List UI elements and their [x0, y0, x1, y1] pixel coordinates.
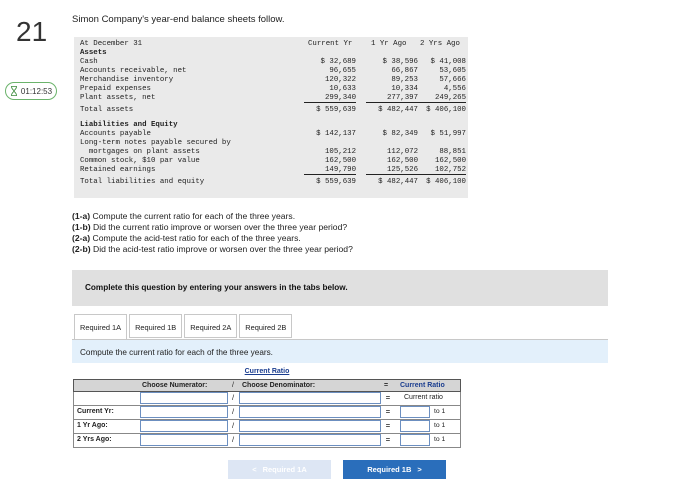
bs-cell-y1: 66,867 [391, 67, 418, 75]
bs-cell-y2: $ 406,100 [426, 178, 466, 186]
numerator-header: Choose Numerator: [142, 382, 208, 389]
blank-denominator-input[interactable] [239, 392, 381, 404]
bs-cell-cy: $ 142,137 [316, 130, 356, 138]
bs-row-label: Retained earnings [80, 166, 156, 174]
bs-cell-y2: 162,500 [434, 157, 466, 165]
bs-cell-y1: $ 82,349 [382, 130, 418, 138]
ratio-row [73, 420, 461, 434]
ratio-row-label: 1 Yr Ago: [77, 422, 108, 429]
bs-cell-y1: 277,397 [366, 94, 418, 103]
ratio-unit: to 1 [434, 422, 446, 429]
question-item: (2-a) Compute the acid-test ratio for each of the three years. [72, 233, 301, 243]
bs-row-label: Total assets [80, 106, 134, 114]
bs-cell-cy: $ 32,689 [320, 58, 356, 66]
bs-cell-cy: 120,322 [324, 76, 356, 84]
bs-cell-cy: 96,655 [329, 67, 356, 75]
question-number: 21 [16, 16, 48, 47]
row-slash: / [231, 435, 235, 444]
tab-bar [74, 314, 294, 339]
bs-cell-cy: 149,790 [304, 166, 356, 175]
bs-col-current: Current Yr [308, 40, 353, 48]
blank-slash: / [231, 393, 235, 402]
bs-cell-y1: $ 482,447 [378, 106, 418, 114]
bs-row-label: Accounts receivable, net [80, 67, 187, 75]
denominator-input[interactable] [239, 434, 381, 446]
question-item: (1-b) Did the current ratio improve or worsen over the three year period? [72, 222, 348, 232]
header-equals: = [384, 382, 389, 389]
bs-liab-label: Liabilities and Equity [80, 121, 178, 129]
ratio-result-input[interactable] [400, 434, 430, 446]
result-subheader: Current ratio [404, 394, 443, 401]
row-slash: / [231, 407, 235, 416]
bs-row-label: mortgages on plant assets [80, 148, 200, 156]
bs-cell-cy: $ 559,639 [316, 106, 356, 114]
hourglass-icon [10, 86, 18, 96]
bs-cell-y2: $ 406,100 [426, 106, 466, 114]
numerator-input[interactable] [140, 406, 228, 418]
bs-cell-y2: $ 41,008 [430, 58, 466, 66]
instructions-banner: Complete this question by entering your answers in the tabs below. [72, 270, 608, 306]
prev-tab-button[interactable] [228, 460, 331, 479]
grid-header-row [73, 379, 461, 392]
bs-cell-y1: $ 482,447 [378, 178, 418, 186]
bs-cell-y2: 249,265 [414, 94, 466, 103]
row-slash: / [231, 421, 235, 430]
bs-row-label: Prepaid expenses [80, 85, 151, 93]
blank-numerator-input[interactable] [140, 392, 228, 404]
bs-row-label: Cash [80, 58, 98, 66]
row-equals: = [385, 435, 391, 444]
question-item: (2-b) Did the acid-test ratio improve or worsen over the three year period? [72, 244, 353, 254]
tab-required-1b[interactable]: Required 1B [129, 314, 182, 338]
bs-col-2yr: 2 Yrs Ago [420, 40, 460, 48]
bs-header-label: At December 31 [80, 40, 143, 48]
bs-cell-y2: 53,605 [439, 67, 466, 75]
numerator-input[interactable] [140, 420, 228, 432]
bs-cell-y2: 4,556 [443, 85, 466, 93]
bs-cell-cy: 299,340 [304, 94, 356, 103]
numerator-input[interactable] [140, 434, 228, 446]
bs-row-label: Common stock, $10 par value [80, 157, 200, 165]
row-equals: = [385, 421, 391, 430]
ratio-row [73, 434, 461, 448]
ratio-result-input[interactable] [400, 420, 430, 432]
grid-blank-row [73, 392, 461, 406]
tab-required-2b[interactable]: Required 2B [239, 314, 292, 338]
bs-cell-y1: $ 38,596 [382, 58, 418, 66]
row-equals: = [385, 407, 391, 416]
bs-cell-y1: 125,526 [366, 166, 418, 175]
timer-badge [5, 82, 57, 100]
ratio-result-input[interactable] [400, 406, 430, 418]
denominator-input[interactable] [239, 420, 381, 432]
prev-tab-label: Required 1A [262, 465, 307, 474]
ratio-row-label: Current Yr: [77, 408, 114, 415]
tab-instruction: Compute the current ratio for each of the three years. [72, 339, 608, 363]
bs-cell-y2: 88,851 [439, 148, 466, 156]
header-slash: / [232, 382, 234, 389]
denominator-header: Choose Denominator: [242, 382, 316, 389]
ratio-row-label: 2 Yrs Ago: [77, 436, 112, 443]
bs-cell-cy: 105,212 [324, 148, 356, 156]
bs-cell-cy: $ 559,639 [316, 178, 356, 186]
balance-sheet-table [74, 37, 468, 198]
result-header: Current Ratio [400, 382, 445, 389]
next-tab-label: Required 1B [367, 465, 412, 474]
bs-cell-y1: 162,500 [386, 157, 418, 165]
bs-cell-cy: 162,500 [324, 157, 356, 165]
chevron-left-icon: < [252, 465, 257, 474]
bs-row-label: Total liabilities and equity [80, 178, 205, 186]
ratio-unit: to 1 [434, 436, 446, 443]
bs-cell-y2: 57,666 [439, 76, 466, 84]
denominator-input[interactable] [239, 406, 381, 418]
bs-col-1yr: 1 Yr Ago [371, 40, 407, 48]
bs-cell-y1: 10,334 [391, 85, 418, 93]
timer-value: 01:12:53 [20, 86, 53, 96]
question-list [72, 211, 353, 255]
bs-row-label: Accounts payable [80, 130, 151, 138]
chevron-right-icon: > [417, 465, 422, 474]
tab-required-1a[interactable]: Required 1A [74, 314, 127, 340]
ratio-unit: to 1 [434, 408, 446, 415]
bs-cell-y2: 102,752 [414, 166, 466, 175]
question-item: (1-a) Compute the current ratio for each of the three years. [72, 211, 296, 221]
bs-cell-y1: 112,072 [386, 148, 418, 156]
question-intro: Simon Company's year-end balance sheets follow. [72, 14, 285, 25]
bs-row-label: Plant assets, net [80, 94, 156, 102]
bs-cell-cy: 10,633 [329, 85, 356, 93]
ratio-row [73, 406, 461, 420]
bs-assets-label: Assets [80, 49, 107, 57]
grid-title: Current Ratio [244, 368, 290, 375]
bs-cell-y2: $ 51,997 [430, 130, 466, 138]
next-tab-button[interactable] [343, 460, 446, 479]
blank-equals: = [385, 393, 391, 402]
tab-required-2a[interactable]: Required 2A [184, 314, 237, 338]
bs-row-label: Long-term notes payable secured by [80, 139, 231, 147]
bs-row-label: Merchandise inventory [80, 76, 174, 84]
bs-cell-y1: 89,253 [391, 76, 418, 84]
